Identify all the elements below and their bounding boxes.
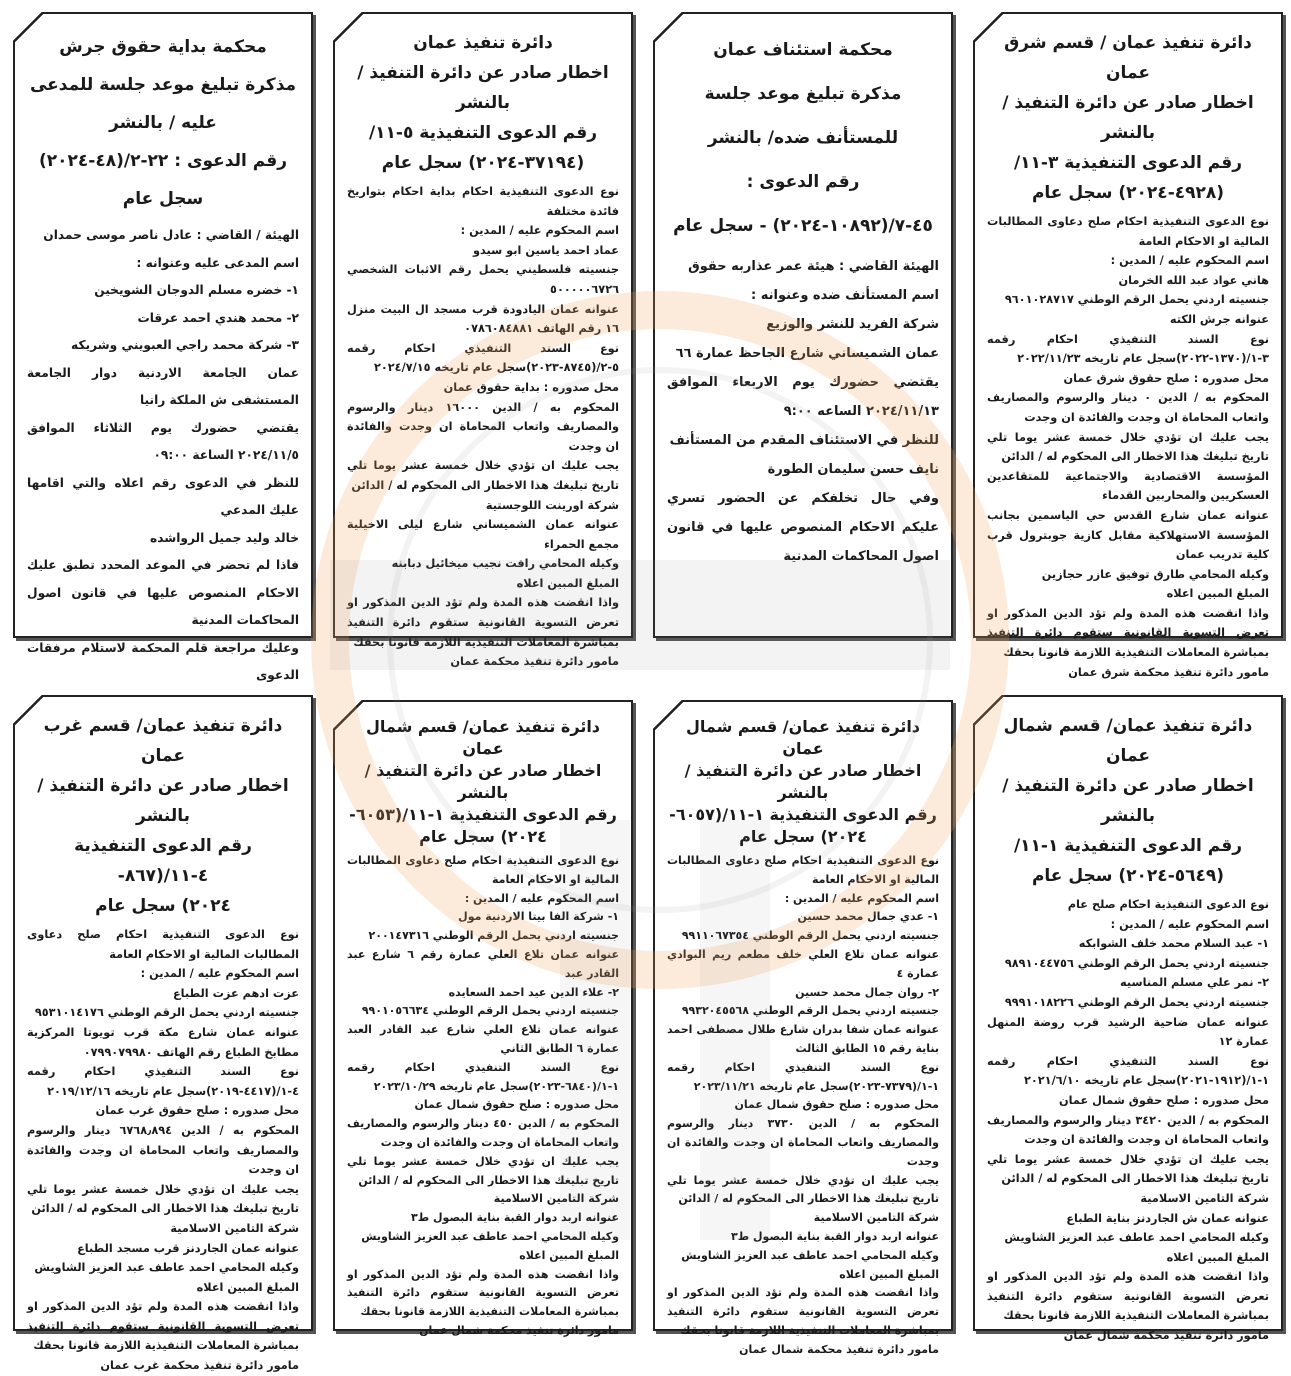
heading-line: اخطار صادر عن دائرة التنفيذ / بالنشر xyxy=(364,761,602,802)
notice-paragraph: عنوانه اربد دوار القبة بناية البصول ط٣ xyxy=(411,1211,619,1225)
notice-body xyxy=(987,895,1269,1346)
notice-paragraph: عنوانه عمان اليادودة قرب مسجد ال البيت منزل ١٦ رقم الهاتف ٠٧٨٦٠٨٤٨٨١ xyxy=(347,302,619,336)
notice-paragraph: اسم المحكوم عليه / المدين : xyxy=(784,891,939,905)
clipped-corner-decoration xyxy=(13,12,43,42)
notice-paragraph: اسم المحكوم عليه / المدين : xyxy=(464,891,619,905)
notice-paragraph: وكيله المحامي احمد عاطف عبد العزيز الشاويش xyxy=(361,1229,619,1243)
heading-line: اخطار صادر عن دائرة التنفيذ / بالنشر xyxy=(1002,776,1254,826)
notice-paragraph: شركة التامين الاسلامية xyxy=(493,1192,619,1206)
notice-paragraph: المحكوم به / الدين ٦٧٦٨٫٨٩٤ دينار والرسوم والمصاريف واتعاب المحاماة ان وجدت والفائدة ان وجدت xyxy=(27,1123,299,1177)
heading-line: دائرة تنفيذ عمان/ قسم شمال عمان xyxy=(365,717,601,758)
notice-paragraph: محل صدوره : صلح حقوق شمال عمان xyxy=(734,1098,939,1112)
legal-notice xyxy=(653,12,953,638)
notice-paragraph: وكيله المحامي احمد عاطف عبد العزيز الشاويش xyxy=(34,1261,299,1275)
heading-line: (٤٩٢٨-٢٠٢٤) سجل عام xyxy=(1031,183,1225,203)
notice-paragraph: مامور دائرة تنفيذ محكمة غرب عمان xyxy=(100,1359,299,1373)
heading-line: دائرة تنفيذ عمان/ قسم شمال عمان xyxy=(685,717,921,758)
heading-line: رقم الدعوى التنفيذية ١-١١/ xyxy=(1013,836,1243,856)
notice-paragraph: المبلغ المبين اعلاه xyxy=(519,1248,619,1262)
notice-paragraph: واذا انقضت هذه المدة ولم تؤد الدين المذكور او تعرض التسوية القانونية ستقوم دائرة التنفيذ بمباشرة المعاملات التنفيذية اللازمة قانونا بحقك xyxy=(27,1300,299,1353)
notice-paragraph: وعليك مراجعة قلم المحكمة لاستلام مرفقات الدعوى xyxy=(27,640,299,682)
notice-paragraph: عمان الجامعة الاردنية دوار الجامعة المستشفى ش الملكة رانيا xyxy=(27,365,299,407)
notice-heading xyxy=(347,28,619,178)
notice-paragraph: المبلغ المبين اعلاه xyxy=(1166,1250,1269,1264)
heading-line: ٢٠٢٤) سجل عام xyxy=(419,827,547,846)
notice-paragraph: ٢- محمد هندي احمد عرقات xyxy=(137,310,299,325)
notice-paragraph: نوع السند التنفيذي احكام رقمه ١-١/(١٩١٢-٢٠٢١)سجل عام تاريخه ٢٠٢١/٦/١٠ xyxy=(987,1054,1269,1088)
heading-line: اخطار صادر عن دائرة التنفيذ / بالنشر xyxy=(684,761,922,802)
clipped-corner-decoration xyxy=(333,700,363,730)
clipped-corner-decoration xyxy=(653,12,683,42)
notice-paragraph: ١- عبد السلام محمد خلف الشوابكه xyxy=(1078,937,1269,951)
notice-paragraph: شركة التامين الاسلامية xyxy=(813,1211,939,1225)
notice-body xyxy=(27,925,299,1376)
notice-paragraph: يجب عليك ان تؤدي خلال خمسة عشر يوما تلي تاريخ تبليغك هذا الاخطار الى المحكوم له / الدائن xyxy=(987,430,1269,464)
notice-paragraph: عماد احمد ياسين ابو سيدو xyxy=(472,243,619,257)
notice-paragraph: اسم المستأنف ضده وعنوانه : xyxy=(751,288,939,303)
notice-paragraph: المبلغ المبين اعلاه xyxy=(839,1267,939,1281)
notice-heading xyxy=(667,28,939,248)
notice-paragraph: عنوانه عمان الشميساني شارع ليلى الاخيلية مجمع الحمراء xyxy=(347,518,619,551)
notice-body xyxy=(667,852,939,1360)
notice-paragraph: يجب عليك ان تؤدي خلال خمسة عشر يوما تلي تاريخ تبليغك هذا الاخطار الى المحكوم له / الدائن xyxy=(987,1152,1269,1186)
legal-notice xyxy=(13,12,313,682)
notice-body xyxy=(27,222,299,690)
notice-paragraph: وكيله المحامي احمد عاطف عبد العزيز الشاويش xyxy=(681,1248,939,1262)
notice-paragraph: عنوانه جرش الكته xyxy=(1169,312,1269,326)
notice-paragraph: المبلغ المبين اعلاه xyxy=(1166,587,1269,601)
notice-heading xyxy=(27,711,299,921)
notice-paragraph: عنوانه عمان ش الجاردنز بناية الطباع xyxy=(1066,1211,1269,1225)
notice-body xyxy=(347,182,619,672)
notice-paragraph: عنوانه عمان ضاحية الرشيد قرب روضة المنهل عمارة ١٢ xyxy=(987,1015,1269,1049)
heading-line: (٣٧١٩٤-٢٠٢٤) سجل عام xyxy=(381,153,585,173)
heading-line: رقم الدعوى التنفيذية ٤-١١/(٨٦٧- xyxy=(74,836,252,886)
notice-paragraph: شركة التامين الاسلامية xyxy=(170,1221,299,1235)
notice-paragraph: نوع الدعوى التنفيذية احكام صلح دعاوى المطالبات المالية او الاحكام العامة xyxy=(667,854,939,886)
heading-line: ٢٠٢٤) سجل عام xyxy=(95,896,231,916)
notice-paragraph: اسم المحكوم عليه / المدين : xyxy=(1110,254,1269,268)
notice-paragraph: عنوانه اربد دوار القبة بناية البصول ط٣ xyxy=(731,1229,939,1243)
notice-paragraph: محل صدوره : صلح حقوق غرب عمان xyxy=(95,1104,299,1118)
notice-paragraph: الهيئة القاضي : هيئة عمر عذاربه حقوق xyxy=(688,259,939,274)
notice-paragraph: نوع الدعوى التنفيذية احكام صلح دعاوى المطالبات المالية او الاحكام العامة xyxy=(347,854,619,886)
notice-paragraph: محل صدوره : بداية حقوق عمان xyxy=(443,380,619,394)
notice-heading xyxy=(347,716,619,848)
heading-line: دائرة تنفيذ عمان/ قسم شمال عمان xyxy=(1003,716,1253,766)
notice-paragraph: محل صدوره : صلح حقوق شمال عمان xyxy=(1059,1093,1269,1107)
notice-paragraph: يجب عليك ان تؤدي خلال خمسة عشر يوما تلي تاريخ تبليغك هذا الاخطار الى المحكوم له / الدائن xyxy=(347,1154,619,1187)
notice-paragraph: شركة اورينت اللوجستية xyxy=(485,498,619,512)
notice-heading xyxy=(27,28,299,218)
notice-paragraph: وفي حال تخلفكم عن الحضور تسري عليكم الاحكام المنصوص عليها في قانون اصول المحاكمات المدنية xyxy=(667,491,939,564)
notice-paragraph: للنظر في الاستئناف المقدم من المستأنف xyxy=(669,433,939,448)
notice-paragraph: وكيله المحامي رافت نجيب ميخائيل دبابنه xyxy=(391,557,619,571)
notice-body xyxy=(347,852,619,1341)
notice-paragraph: ٢- روان جمال محمد حسين xyxy=(795,985,939,999)
notice-paragraph: المحكوم به / الدين ٠ دينار والرسوم والمصاريف واتعاب المحاماة ان وجدت والفائدة ان وجدت xyxy=(987,391,1269,424)
heading-line: اخطار صادر عن دائرة التنفيذ / بالنشر xyxy=(37,776,289,826)
notice-paragraph: اسم المحكوم عليه / المدين : xyxy=(460,224,619,238)
notice-paragraph: جنسيته اردني يحمل الرقم الوطني ٩٩٩١٠١٨٢٢٦ xyxy=(1004,995,1269,1009)
notice-paragraph: شركة الفريد للنشر والوزيع xyxy=(766,317,939,332)
notice-paragraph: محل صدوره : صلح حقوق شمال عمان xyxy=(414,1098,619,1112)
notice-paragraph: وكيله المحامي احمد عاطف عبد العزيز الشاويش xyxy=(1004,1231,1269,1245)
notice-paragraph: شركة التامين الاسلامية xyxy=(1140,1191,1269,1205)
clipped-corner-decoration xyxy=(973,12,1003,42)
notice-paragraph: ٢- نمر علي مسلم المناسيه xyxy=(1120,976,1269,990)
notice-paragraph: ١- شركة الفا بيتا الاردنية مول xyxy=(458,910,619,924)
notice-paragraph: جنسيته اردني يحمل الرقم الوطني ٢٠٠١٤٧٣١٦ xyxy=(368,929,619,943)
notice-paragraph: هاني عواد عبد الله الخرمان xyxy=(1118,273,1269,287)
notice-paragraph: مامور دائرة تنفيذ محكمة شمال عمان xyxy=(739,1342,939,1356)
notice-paragraph: يقتضي حضورك يوم الاربعاء الموافق ٢٠٢٤/١١/١٣ الساعه ٩:٠٠ xyxy=(667,375,939,419)
heading-line: محكمة استئناف عمان xyxy=(713,40,893,60)
heading-line: رقم الدعوى : ٢٢-٢/(٤٨-٢٠٢٤) xyxy=(38,151,287,171)
notice-heading xyxy=(667,716,939,848)
notice-paragraph: اسم المحكوم عليه / المدين : xyxy=(1110,917,1269,931)
notice-paragraph: عنوانه عمان تلاع العلي خلف مطعم ريم البوادي عمارة ٤ xyxy=(667,947,939,980)
clipped-corner-decoration xyxy=(973,695,1003,725)
notice-paragraph: عنوانه عمان تلاع العلي شارع عبد القادر العبد عمارة ٦ الطابق الثاني xyxy=(347,1023,619,1055)
heading-line: مذكرة تبليغ موعد جلسة للمدعى عليه / بالنشر xyxy=(29,75,297,133)
notice-paragraph: ٣- شركة محمد راجي العبويني وشريكه xyxy=(71,338,299,352)
notice-paragraph: نوع الدعوى التنفيذية احكام صلح دعاوى المطالبات المالية او الاحكام العامة xyxy=(987,215,1269,248)
notice-paragraph: عزت ادهم عزت الطباع xyxy=(172,986,299,1000)
notice-paragraph: عنوانه عمان شارع القدس حي الياسمين بجانب المؤسسة الاستهلاكية مقابل كازية جوبترول قرب كلية تدريب عمان xyxy=(987,508,1269,562)
heading-line: مذكرة تبليغ موعد جلسة للمستأنف ضده/ بالنشر xyxy=(704,84,902,148)
notice-paragraph: ١- خضره مسلم الدوجان الشويخين xyxy=(94,283,299,297)
notice-paragraph: خالد وليد جميل الرواشده xyxy=(150,530,299,545)
notice-paragraph: المؤسسة الاقتصادية والاجتماعية للمتقاعدين العسكريين والمحاربين القدماء xyxy=(987,469,1269,503)
notice-paragraph: مامور دائرة تنفيذ محكمة شمال عمان xyxy=(1063,1329,1269,1343)
clipped-corner-decoration xyxy=(653,700,683,730)
heading-line: دائرة تنفيذ عمان/ قسم غرب عمان xyxy=(43,716,283,766)
notice-paragraph: عنوانه عمان تلاع العلي عمارة رقم ٦ شارع عبد القادر عبد xyxy=(347,947,619,980)
notice-body xyxy=(987,212,1269,682)
notice-paragraph: واذا انقضت هذه المدة ولم تؤد الدين المذكور او تعرض التسوية القانونية ستقوم دائرة التنفيذ بمباشرة المعاملات التنفيذية اللازمة قانونا بحقك xyxy=(347,596,619,649)
heading-line: رقم الدعوى التنفيذية ٥-١١/ xyxy=(368,123,598,143)
notice-paragraph: المبلغ المبين اعلاه xyxy=(516,576,619,590)
notice-paragraph: جنسيته اردني يحمل الرقم الوطني ٩٩١١٠٦٧٣٥٤ xyxy=(681,929,939,943)
notice-paragraph: المحكوم به / الدين ٤٥٠ دينار والرسوم والمصاريف واتعاب المحاماة ان وجدت والفائدة ان وجدت xyxy=(347,1117,619,1149)
notice-paragraph: نايف حسن سليمان الطورة xyxy=(767,462,939,477)
notice-paragraph: محل صدوره : صلح حقوق شرق عمان xyxy=(1063,371,1269,385)
notice-paragraph: فاذا لم تحضر في الموعد المحدد تطبق عليك الاحكام المنصوص عليها في قانون اصول المحاكمات المدنية xyxy=(27,558,299,627)
notice-paragraph: نوع السند التنفيذي احكام رقمه ٤-١/(٤٤١٧-٢٠١٩)سجل عام تاريخه ٢٠١٩/١٢/١٦ xyxy=(27,1065,299,1098)
notice-paragraph: ٢- علاء الدين عيد احمد السعايده xyxy=(448,985,619,999)
legal-notice xyxy=(973,12,1283,679)
notice-paragraph: نوع السند التنفيذي احكام رقمه ١-١/(٦٨٤٠-٢٠٢٣)سجل عام تاريخه ٢٠٢٣/١٠/٢٩ xyxy=(347,1060,619,1093)
heading-line: رقم الدعوى التنفيذية ١-١١/(٦٠٥٣- xyxy=(349,805,617,824)
notice-paragraph: المحكوم به / الدين ٣٤٢٠ دينار والرسوم والمصاريف واتعاب المحاماة ان وجدت والفائدة ان وجدت xyxy=(987,1113,1269,1147)
notice-paragraph: المحكوم به / الدين ٣٧٣٠ دينار والرسوم والمصاريف واتعاب المحاماة ان وجدت والفائدة ان وجدت xyxy=(667,1117,939,1168)
notice-paragraph: المبلغ المبين اعلاه xyxy=(196,1280,299,1294)
notice-paragraph: نوع السند التنفيذي احكام رقمه ٣-١/(١٣٧٠-٢٠٢٢)سجل عام تاريخه ٢٠٢٢/١١/٢٣ xyxy=(987,332,1269,366)
notice-paragraph: المحكوم به / الدين ١٦٠٠٠ دينار والرسوم والمصاريف واتعاب المحاماة ان وجدت والفائدة ان وجدت xyxy=(347,400,619,453)
notice-paragraph: للنظر في الدعوى رقم اعلاه والتي اقامها عليك المدعي xyxy=(27,475,299,517)
notice-paragraph: اسم المدعى عليه وعنوانه : xyxy=(136,255,299,270)
notice-paragraph: جنسيته اردني يحمل الرقم الوطني ٩٥٣١٠١٤١٧٦ xyxy=(34,1006,299,1020)
notice-paragraph: يجب عليك ان تؤدي خلال خمسة عشر يوما تلي تاريخ تبليغك هذا الاخطار الى المحكوم له / الدائن xyxy=(27,1182,299,1216)
heading-line: رقم الدعوى التنفيذية ٣-١١/ xyxy=(1013,153,1243,173)
legal-notice xyxy=(333,12,633,669)
heading-line: سجل عام xyxy=(122,189,204,209)
legal-notice xyxy=(333,700,633,1337)
notice-paragraph: مامور دائرة تنفيذ محكمة شمال عمان xyxy=(419,1323,619,1337)
heading-line: رقم الدعوى : ٤٥-٧/(١٠٨٩٢-٢٠٢٤) - سجل عام xyxy=(673,172,933,236)
notice-paragraph: جنسيته اردني يحمل الرقم الوطني ٩٨٩١٠٤٤٧٥٦ xyxy=(1004,956,1269,970)
notice-body xyxy=(667,252,939,571)
notice-paragraph: مامور دائرة تنفيذ محكمة شرق عمان xyxy=(1068,665,1269,679)
notice-paragraph: جنسيته اردني يحمل الرقم الوطني ٩٩٠١٠٥٦٦٣٤ xyxy=(361,1004,619,1018)
notice-paragraph: يجب عليك ان تؤدي خلال خمسة عشر يوما تلي تاريخ تبليغك هذا الاخطار الى المحكوم له / الدائن xyxy=(347,459,619,492)
heading-line: رقم الدعوى التنفيذية ١-١١/(٦٠٥٧- xyxy=(669,805,937,824)
heading-line: محكمة بداية حقوق جرش xyxy=(59,37,267,57)
notice-paragraph: الهيئة / القاضي : عادل ناصر موسى حمدان xyxy=(43,228,299,242)
legal-notice xyxy=(13,695,313,1373)
notice-paragraph: وكيله المحامي طارق توفيق عازر حجازين xyxy=(1041,567,1269,581)
notice-paragraph: يجب عليك ان تؤدي خلال خمسة عشر يوما تلي تاريخ تبليغك هذا الاخطار الى المحكوم له / الدائن xyxy=(667,1173,939,1206)
notice-paragraph: واذا انقضت هذه المدة ولم تؤد الدين المذكور او تعرض التسوية القانونية ستقوم دائرة التنفيذ بمباشرة المعاملات التنفيذية اللازمة قانونا بحقك xyxy=(987,1270,1269,1323)
notice-paragraph: عنوانه عمان شارع مكة قرب تويوتا المركزية مطابخ الطباع رقم الهاتف ٠٧٩٩٠٧٩٩٨٠ xyxy=(27,1025,299,1059)
notice-paragraph: عنوانه عمان شفا بدران شارع طلال مصطفى احمد بناية رقم ١٥ الطابق الثالث xyxy=(667,1023,939,1055)
clipped-corner-decoration xyxy=(333,12,363,42)
heading-line: دائرة تنفيذ عمان xyxy=(413,33,553,53)
clipped-corner-decoration xyxy=(13,695,43,725)
heading-line: ٢٠٢٤) سجل عام xyxy=(739,827,867,846)
heading-line: اخطار صادر عن دائرة التنفيذ / بالنشر xyxy=(1002,93,1254,143)
notice-heading xyxy=(987,711,1269,891)
notice-heading xyxy=(987,28,1269,208)
heading-line: (٥٦٤٩-٢٠٢٤) سجل عام xyxy=(1031,866,1225,886)
notice-paragraph: مامور دائرة تنفيذ محكمة عمان xyxy=(450,655,619,669)
legal-notice xyxy=(653,700,953,1356)
notice-paragraph: نوع الدعوى التنفيذية احكام صلح دعاوى المطالبات المالية او الاحكام العامة xyxy=(27,928,299,961)
notice-paragraph: جنسيته فلسطيني يحمل رقم الاثبات الشخصي ٥٠٠٠٠٠٦٧٢٦ xyxy=(347,263,619,296)
notice-paragraph: جنسيته اردني يحمل الرقم الوطني ٩٩٣٢٠٤٥٥٦٨ xyxy=(681,1004,939,1018)
legal-notice xyxy=(973,695,1283,1343)
notice-paragraph: عمان الشميساني شارع الجاحظ عمارة ٦٦ xyxy=(675,346,939,361)
heading-line: اخطار صادر عن دائرة التنفيذ / بالنشر xyxy=(357,63,609,113)
notice-paragraph: جنسيته اردني يحمل الرقم الوطني ٩٦٠١٠٢٨٧١٧ xyxy=(1004,293,1269,307)
notice-paragraph: ١- عدي جمال محمد حسين xyxy=(797,910,939,924)
notice-paragraph: يقتضي حضورك يوم الثلاثاء الموافق ٢٠٢٤/١١/٥ الساعة ٠٩:٠٠ xyxy=(27,420,299,462)
notice-paragraph: نوع الدعوى التنفيذية احكام بداية احكام بتواريخ فائدة مختلفة xyxy=(347,185,619,218)
notice-paragraph: واذا انقضت هذه المدة ولم تؤد الدين المذكور او تعرض التسوية القانونية ستقوم دائرة التنفيذ بمباشرة المعاملات التنفيذية اللازمة قانونا بحقك xyxy=(987,606,1269,660)
notice-paragraph: اسم المحكوم عليه / المدين : xyxy=(140,967,299,981)
notice-paragraph: عنوانه عمان الجاردنز قرب مسجد الطباع xyxy=(77,1241,299,1255)
notice-paragraph: واذا انقضت هذه المدة ولم تؤد الدين المذكور او تعرض التسوية القانونية ستقوم دائرة التنفيذ بمباشرة المعاملات التنفيذية اللازمة قانونا بحقك xyxy=(347,1267,619,1319)
heading-line: دائرة تنفيذ عمان / قسم شرق عمان xyxy=(1004,33,1252,83)
notice-paragraph: نوع السند التنفيذي احكام رقمه ٥-٢/(٨٧٤٥-٢٠٢٣)سجل عام تاريخه ٢٠٢٤/٧/١٥ xyxy=(347,341,619,375)
notice-paragraph: واذا انقضت هذه المدة ولم تؤد الدين المذكور او تعرض التسوية القانونية ستقوم دائرة التنفيذ بمباشرة المعاملات التنفيذية اللازمة قانونا بحقك xyxy=(667,1286,939,1337)
notice-paragraph: نوع السند التنفيذي احكام رقمه ١-١/(٧٣٧٩-٢٠٢٣)سجل عام تاريخه ٢٠٢٣/١١/٢١ xyxy=(667,1060,939,1093)
notice-paragraph: نوع الدعوى التنفيذية احكام صلح عام xyxy=(1067,898,1269,911)
